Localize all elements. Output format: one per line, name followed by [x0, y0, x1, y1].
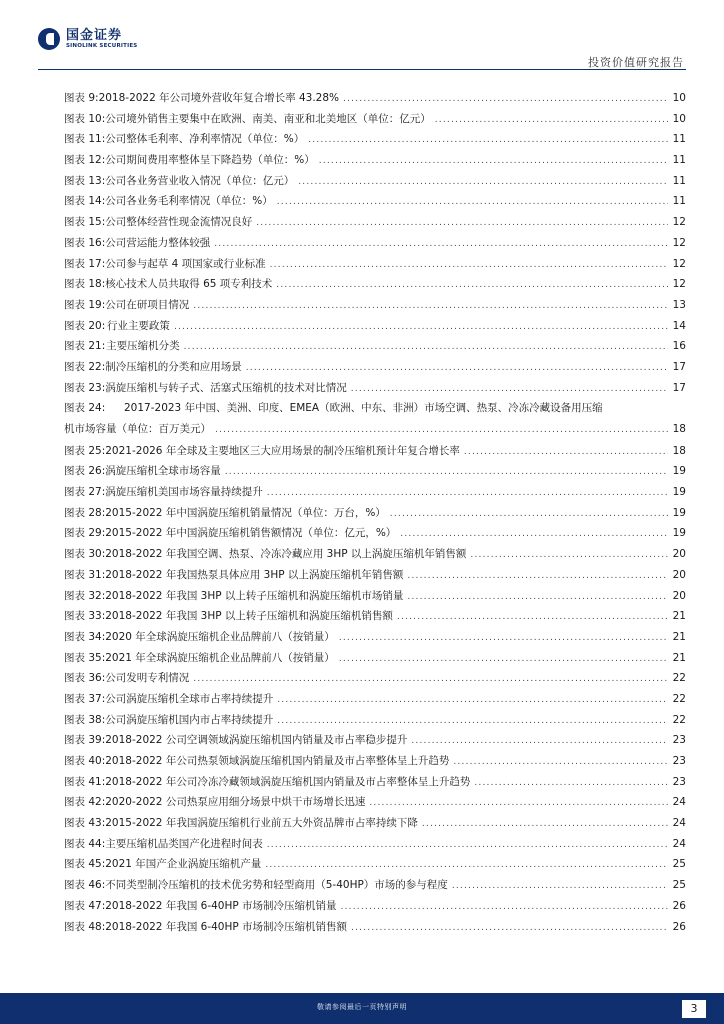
toc-entry-line [64, 254, 686, 276]
toc-entry[interactable] [64, 606, 686, 627]
toc-label: 图表 36: [64, 672, 106, 685]
toc-label: 图表 44: [64, 837, 106, 850]
toc-title: 主要压缩机分类 [106, 340, 180, 353]
toc-label: 图表 27: [64, 486, 106, 499]
toc-label: 图表 20: [64, 319, 106, 332]
toc-leader-dots [267, 835, 668, 856]
toc-entry-line [64, 896, 686, 918]
toc-entry-line [64, 441, 686, 463]
toc-entry[interactable] [64, 129, 686, 150]
toc-page: 19 [672, 506, 686, 519]
toc-leader-dots [276, 275, 668, 296]
toc-entry-line [64, 813, 686, 835]
toc-entry[interactable] [64, 917, 686, 938]
toc-title: 公司期间费用率整体呈下降趋势（单位：%） [105, 154, 315, 167]
toc-entry[interactable] [64, 482, 686, 503]
toc-title: 2018-2022 年我国热泵具体应用 3HP 以上涡旋压缩机年销售额 [105, 568, 404, 581]
toc-leader-dots [339, 628, 668, 649]
toc-title: 公司发明专利情况 [105, 672, 190, 685]
toc-label: 图表 34: [64, 630, 106, 643]
toc-entry-line [64, 834, 686, 856]
toc-leader-dots [277, 690, 668, 711]
toc-entry[interactable] [64, 503, 686, 524]
toc-leader-dots [411, 731, 668, 752]
toc-leader-dots [474, 773, 668, 794]
toc-entry[interactable] [64, 875, 686, 896]
toc-entry-line [64, 544, 686, 566]
toc-entry[interactable] [64, 648, 686, 669]
toc-title: 不同类型制冷压缩机的技术优劣势和轻型商用（5-40HP）市场的参与程度 [105, 879, 448, 892]
toc-page: 12 [672, 257, 686, 270]
toc-entry[interactable] [64, 792, 686, 813]
toc-title: 涡旋压缩机美国市场容量持续提升 [105, 486, 263, 499]
toc-entry[interactable] [64, 274, 686, 295]
toc-title: 公司境外销售主要集中在欧洲、南美、南亚和北美地区（单位：亿元） [105, 112, 431, 125]
toc-entry-line [64, 482, 686, 504]
toc-label: 图表 22: [64, 360, 106, 373]
toc-leader-dots [174, 317, 668, 338]
toc-entry-line [64, 648, 686, 670]
toc-label: 图表 40: [64, 755, 106, 768]
toc-label: 图表 35: [64, 651, 106, 664]
toc-entry[interactable] [64, 150, 686, 171]
toc-page: 21 [672, 610, 686, 623]
toc-leader-dots [225, 462, 668, 483]
toc-entry-line [64, 523, 686, 545]
toc-entry-line [64, 316, 686, 338]
toc-page: 19 [672, 527, 686, 540]
toc-entry-line [64, 875, 686, 897]
toc-label: 图表 23: [64, 381, 106, 394]
toc-entry[interactable] [64, 109, 686, 130]
toc-entry[interactable] [64, 668, 686, 689]
toc-title: 行业主要政策 [106, 319, 170, 332]
toc-entry[interactable] [64, 896, 686, 917]
toc-label: 图表 43: [64, 817, 106, 830]
toc-page: 18 [672, 423, 686, 436]
toc-entry-line [64, 336, 686, 358]
toc-leader-dots [407, 566, 668, 587]
toc-page: 12 [672, 236, 686, 249]
toc-page: 18 [672, 444, 686, 457]
toc-title: 2018-2022 年我国 6-40HP 市场制冷压缩机销售额 [105, 920, 348, 933]
toc-label: 图表 13: [64, 174, 106, 187]
toc-title: 2018-2022 年我国 3HP 以上转子压缩机和涡旋压缩机销售额 [105, 610, 393, 623]
page-header [0, 0, 724, 70]
toc-page: 14 [672, 319, 686, 332]
toc-entry[interactable] [64, 461, 686, 482]
toc-title: 2020-2022 公司热泵应用细分场景中烘干市场增长迅速 [105, 796, 366, 809]
toc-title: 2018-2022 年公司境外营收年复合增长率 43.28% [98, 92, 340, 104]
toc-leader-dots [193, 669, 668, 690]
toc-entry[interactable] [64, 336, 686, 357]
toc-page: 20 [672, 568, 686, 581]
toc-page: 24 [672, 796, 686, 809]
toc-page: 12 [672, 278, 686, 291]
toc-leader-dots [452, 876, 668, 897]
toc-label: 图表 45: [64, 858, 106, 871]
toc-label: 图表 32: [64, 589, 106, 602]
toc-entry[interactable] [64, 357, 686, 378]
toc-entry-line [64, 295, 686, 317]
toc-page: 11 [672, 195, 686, 208]
toc-title: 主要压缩机品类国产化进程时间表 [105, 837, 263, 850]
toc-label: 图表 26: [64, 465, 106, 478]
toc-entry[interactable] [64, 772, 686, 793]
toc-page: 22 [672, 672, 686, 685]
toc-entry-line [64, 233, 686, 255]
toc-title: 2018-2022 年公司冷冻冷藏领域涡旋压缩机国内销量及市占率整体呈上升趋势 [105, 775, 471, 788]
toc-page: 22 [672, 713, 686, 726]
toc-entry-line [64, 88, 686, 110]
toc-entry-first-line [64, 398, 686, 419]
toc-page: 19 [672, 486, 686, 499]
toc-label: 图表 42: [64, 796, 106, 809]
toc-leader-dots [298, 172, 668, 193]
header-divider [38, 69, 686, 70]
toc-title: 涡旋压缩机与转子式、活塞式压缩机的技术对比情况 [105, 381, 347, 394]
toc-entry[interactable] [64, 751, 686, 772]
toc-entry[interactable] [64, 730, 686, 751]
toc-leader-dots [265, 855, 668, 876]
toc-page: 17 [672, 360, 686, 373]
toc-label: 图表 19: [64, 298, 106, 311]
report-type: 投资价值研究报告 [588, 56, 684, 69]
toc-leader-dots [397, 607, 668, 628]
toc-title: 公司涡旋压缩机全球市占率持续提升 [105, 692, 274, 705]
toc-entry[interactable] [64, 441, 686, 462]
toc-entry[interactable] [64, 378, 686, 399]
toc-entry-line [64, 461, 686, 483]
toc-leader-dots [343, 89, 668, 110]
toc-title: 2018-2022 年我国空调、热泵、冷冻冷藏应用 3HP 以上涡旋压缩机年销售额 [105, 548, 467, 561]
figure-list [64, 88, 686, 937]
toc-entry[interactable] [64, 523, 686, 544]
toc-entry[interactable] [64, 212, 686, 233]
toc-label: 图表 24: [64, 402, 106, 415]
toc-page: 20 [672, 548, 686, 561]
toc-title: 2015-2022 年中国涡旋压缩机销售额情况（单位：亿元，%） [105, 527, 397, 540]
toc-entry-line [64, 627, 686, 649]
toc-entry-line [64, 772, 686, 794]
toc-entry[interactable] [64, 710, 686, 731]
toc-leader-dots [270, 255, 668, 276]
toc-page: 26 [672, 899, 686, 912]
toc-leader-dots [407, 587, 668, 608]
toc-leader-dots [470, 545, 668, 566]
toc-entry[interactable] [64, 171, 686, 192]
toc-label: 图表 10: [64, 112, 106, 125]
toc-title: 公司各业务毛利率情况（单位：%） [105, 195, 273, 208]
toc-entry-line [64, 212, 686, 234]
toc-title: 涡旋压缩机全球市场容量 [105, 465, 221, 478]
toc-leader-dots [400, 524, 668, 545]
toc-label: 图表 41: [64, 775, 106, 788]
toc-leader-dots [341, 897, 668, 918]
toc-title: 2017-2023 年中国、美洲、印度、EMEA（欧洲、中东、非洲）市场空调、热泵、冷冻冷藏设备用压缩 [124, 402, 603, 415]
toc-entry-line [64, 917, 686, 939]
toc-label: 图表 18: [64, 278, 106, 291]
toc-label: 图表 21: [64, 340, 106, 353]
toc-label: 图表 39: [64, 734, 106, 747]
logo-icon [38, 28, 60, 50]
toc-title: 核心技术人员共取得 65 项专利技术 [105, 278, 273, 291]
toc-leader-dots [267, 483, 668, 504]
toc-leader-dots [215, 420, 668, 441]
toc-entry[interactable] [64, 316, 686, 337]
toc-label: 图表 48: [64, 920, 106, 933]
toc-entry[interactable] [64, 254, 686, 275]
toc-entry-line [64, 109, 686, 131]
toc-title: 2021 年国产企业涡旋压缩机产量 [105, 858, 262, 871]
logo-cn: 国金证券 [66, 27, 123, 43]
toc-page: 24 [672, 817, 686, 830]
toc-page: 19 [672, 465, 686, 478]
toc-entry-line [64, 357, 686, 379]
footer-note: 敬请参阅最后一页特别声明 [317, 1003, 407, 1011]
toc-entry-line [64, 129, 686, 151]
toc-page: 10 [672, 112, 686, 125]
toc-label: 图表 30: [64, 548, 106, 561]
toc-label: 图表 47: [64, 899, 106, 912]
toc-label: 图表 38: [64, 713, 106, 726]
toc-title: 2021-2026 年全球及主要地区三大应用场景的制冷压缩机预计年复合增长率 [105, 444, 460, 457]
toc-entry-line [64, 689, 686, 711]
toc-entry-line [64, 191, 686, 213]
toc-label: 图表 28: [64, 506, 106, 519]
toc-entry[interactable] [64, 544, 686, 565]
toc-leader-dots [369, 793, 668, 814]
toc-title: 公司涡旋压缩机国内市占率持续提升 [105, 713, 274, 726]
toc-leader-dots [193, 296, 668, 317]
toc-entry-second-line [64, 419, 686, 441]
toc-leader-dots [453, 752, 668, 773]
toc-title: 制冷压缩机的分类和应用场景 [105, 360, 242, 373]
toc-entry-line [64, 503, 686, 525]
toc-label: 图表 17: [64, 257, 106, 270]
toc-page: 17 [672, 381, 686, 394]
toc-leader-dots [319, 151, 668, 172]
toc-entry-line [64, 150, 686, 172]
toc-leader-dots [277, 711, 668, 732]
toc-leader-dots [214, 234, 668, 255]
toc-entry[interactable] [64, 88, 686, 109]
toc-entry-line [64, 565, 686, 587]
toc-label: 图表 31: [64, 568, 106, 581]
toc-label: 图表 11: [64, 133, 106, 146]
toc-entry-line [64, 792, 686, 814]
toc-page: 16 [672, 340, 686, 353]
toc-leader-dots [308, 130, 668, 151]
toc-page: 23 [672, 755, 686, 768]
toc-leader-dots [351, 918, 668, 939]
toc-page: 23 [672, 734, 686, 747]
toc-entry-line [64, 171, 686, 193]
toc-entry[interactable] [64, 586, 686, 607]
toc-leader-dots [246, 358, 668, 379]
toc-entry[interactable] [64, 398, 686, 440]
toc-page: 22 [672, 692, 686, 705]
toc-leader-dots [339, 649, 668, 670]
toc-title: 2018-2022 年我国 3HP 以上转子压缩机和涡旋压缩机市场销量 [105, 589, 404, 602]
toc-entry[interactable] [64, 191, 686, 212]
toc-leader-dots [422, 814, 668, 835]
toc-entry[interactable] [64, 689, 686, 710]
toc-title: 2015-2022 年中国涡旋压缩机销量情况（单位：万台，%） [105, 506, 386, 519]
toc-title: 公司整体经营性现金流情况良好 [105, 216, 253, 229]
toc-title: 公司在研项目情况 [105, 298, 190, 311]
toc-page: 11 [672, 174, 686, 187]
toc-entry-line [64, 751, 686, 773]
toc-leader-dots [435, 110, 668, 131]
logo-en: SINOLINK SECURITIES [66, 42, 138, 49]
toc-leader-dots [464, 442, 668, 463]
toc-entry[interactable] [64, 565, 686, 586]
toc-title: 2018-2022 公司空调领域涡旋压缩机国内销量及市占率稳步提升 [105, 734, 408, 747]
page-number: 3 [682, 1000, 706, 1018]
toc-entry-line [64, 854, 686, 876]
toc-page: 23 [672, 775, 686, 788]
toc-title: 2018-2022 年公司热泵领域涡旋压缩机国内销量及市占率整体呈上升趋势 [105, 755, 450, 768]
toc-leader-dots [277, 192, 668, 213]
toc-page: 25 [672, 858, 686, 871]
toc-page: 13 [672, 298, 686, 311]
toc-page: 12 [672, 216, 686, 229]
company-logo [38, 26, 137, 52]
toc-page: 21 [672, 630, 686, 643]
toc-entry-line [64, 378, 686, 400]
toc-page: 20 [672, 589, 686, 602]
toc-title: 2015-2022 年我国涡旋压缩机行业前五大外资品牌市占率持续下降 [105, 817, 418, 830]
logo-text [66, 29, 137, 50]
toc-entry[interactable] [64, 854, 686, 875]
toc-page: 26 [672, 920, 686, 933]
toc-title-continued: 机市场容量（单位：百万美元） [64, 423, 211, 436]
toc-label: 图表 29: [64, 527, 106, 540]
toc-page: 21 [672, 651, 686, 664]
toc-title: 2020 年全球涡旋压缩机企业品牌前八（按销量） [105, 630, 335, 643]
toc-title: 公司各业务营业收入情况（单位：亿元） [105, 174, 295, 187]
toc-page: 11 [672, 133, 686, 146]
toc-label: 图表 33: [64, 610, 106, 623]
toc-entry-line [64, 668, 686, 690]
toc-label: 图表 14: [64, 195, 106, 208]
toc-title: 公司整体毛利率、净利率情况（单位：%） [105, 133, 305, 146]
toc-title: 公司参与起草 4 项国家或行业标准 [105, 257, 266, 270]
toc-page: 10 [672, 92, 686, 104]
toc-page: 25 [672, 879, 686, 892]
toc-entry[interactable] [64, 233, 686, 254]
toc-entry[interactable] [64, 627, 686, 648]
toc-entry-line [64, 606, 686, 628]
toc-entry-line [64, 586, 686, 608]
toc-label: 图表 15: [64, 216, 106, 229]
toc-label: 图表 16: [64, 236, 106, 249]
toc-leader-dots [184, 337, 668, 358]
toc-label: 图表 9: [64, 92, 99, 104]
toc-page: 11 [672, 154, 686, 167]
toc-entry[interactable] [64, 834, 686, 855]
toc-label: 图表 12: [64, 154, 106, 167]
toc-entry[interactable] [64, 295, 686, 316]
toc-entry-line [64, 710, 686, 732]
toc-leader-dots [390, 504, 668, 525]
toc-title: 2021 年全球涡旋压缩机企业品牌前八（按销量） [105, 651, 335, 664]
toc-leader-dots [351, 379, 668, 400]
toc-entry-line [64, 274, 686, 296]
toc-leader-dots [256, 213, 668, 234]
toc-label: 图表 37: [64, 692, 106, 705]
toc-entry-line [64, 730, 686, 752]
toc-label: 图表 25: [64, 444, 106, 457]
toc-page: 24 [672, 837, 686, 850]
toc-label: 图表 46: [64, 879, 106, 892]
toc-title: 2018-2022 年我国 6-40HP 市场制冷压缩机销量 [105, 899, 337, 912]
toc-entry[interactable] [64, 813, 686, 834]
toc-title: 公司营运能力整体较强 [105, 236, 211, 249]
